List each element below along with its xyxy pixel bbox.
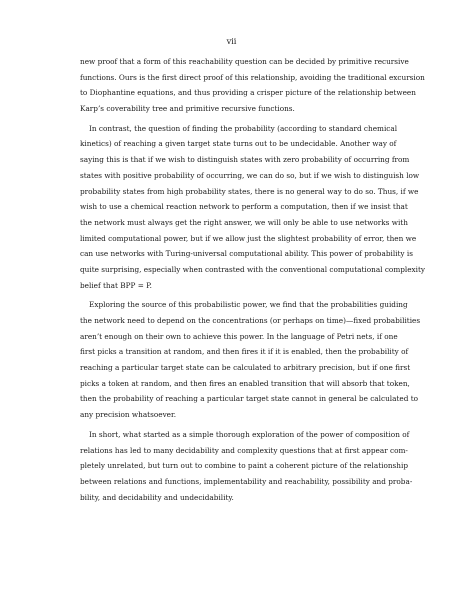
- text-line: relations has led to many decidability and complexity questions that at first appear com-: [80, 445, 408, 455]
- text-line: aren’t enough on their own to achieve this power. In the language of Petri nets, if one: [80, 331, 398, 341]
- text-line: can use networks with Turing-universal computational ability. This power of probability is: [80, 249, 413, 259]
- text-line: picks a token at random, and then fires an enabled transition that will absorb that token,: [80, 378, 410, 388]
- text-line: limited computational power, but if we allow just the slightest probability of error, then we: [80, 233, 417, 243]
- paragraph-1: [80, 54, 425, 117]
- text-line: quite surprising, especially when contrasted with the conventional computational complexity: [80, 264, 426, 274]
- text-line: saying this is that if we wish to distinguish states with zero probability of occurring from: [80, 155, 410, 165]
- text-line: the network need to depend on the concentrations (or perhaps on time)—fixed probabilities: [80, 316, 421, 325]
- text-line: Karp’s coverability tree and primitive recursive functions.: [80, 104, 295, 114]
- text-line: states with positive probability of occurring, we can do so, but if we wish to distinguish low: [80, 170, 420, 180]
- text-line: new proof that a form of this reachability question can be decided by primitive recursive: [80, 57, 409, 66]
- text-line: Exploring the source of this probabilistic power, we find that the probabilities guiding: [89, 300, 408, 310]
- text-line: belief that BPP = P.: [80, 280, 152, 290]
- text-line: probability states from high probability states, there is no general way to do so. Thus, if we: [80, 186, 419, 196]
- paragraph-4: [80, 427, 413, 505]
- page-number: vii: [226, 36, 237, 46]
- text-line: any precision whatsoever.: [80, 410, 177, 420]
- text-line: bility, and decidability and undecidability.: [80, 492, 234, 502]
- text-line: In contrast, the question of finding the probability (according to standard chemical: [89, 123, 398, 133]
- text-line: In short, what started as a simple thorough exploration of the power of composition of: [89, 429, 410, 439]
- paragraph-2: [80, 121, 426, 294]
- text-line: reaching a particular target state can be calculated to arbitrary precision, but if one first: [80, 363, 411, 373]
- text-line: pletely unrelated, but turn out to combine to paint a coherent picture of the relationship: [80, 461, 408, 471]
- text-line: kinetics) of reaching a given target state turns out to be undecidable. Another way of: [80, 139, 397, 149]
- text-line: the network must always get the right answer, we will only be able to use networks with: [80, 217, 408, 227]
- paragraph-3: [80, 297, 421, 423]
- text-line: functions. Ours is the first direct proof of this relationship, avoiding the traditional excursion: [80, 72, 425, 82]
- body-text: [80, 54, 426, 505]
- text-line: to Diophantine equations, and thus providing a crisper picture of the relationship between: [80, 88, 416, 98]
- text-line: then the probability of reaching a particular target state cannot in general be calculated to: [80, 394, 419, 404]
- text-line: first picks a transition at random, and then fires it if it is enabled, then the probability of: [80, 347, 409, 357]
- text-line: between relations and functions, implementability and reachability, possibility and proba-: [80, 476, 413, 486]
- text-line: wish to use a chemical reaction network to perform a computation, then if we insist that: [80, 202, 408, 212]
